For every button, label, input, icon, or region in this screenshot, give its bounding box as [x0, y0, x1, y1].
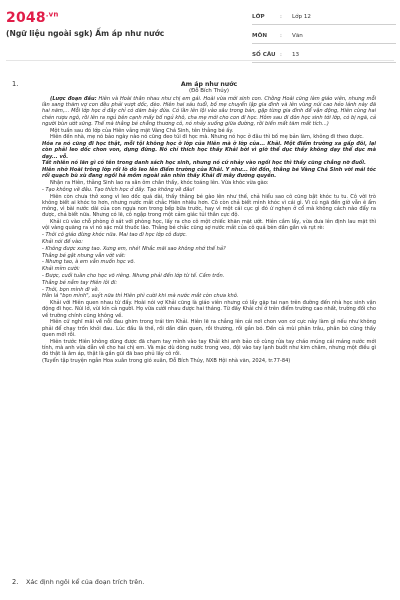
passage-paragraphs	[42, 128, 376, 358]
meta-class-value: Lớp 12	[292, 14, 311, 20]
brand-logo[interactable]	[6, 10, 59, 26]
meta-count-label: SỐ CÂU	[252, 52, 276, 58]
meta-separator: :	[280, 52, 282, 58]
meta-class-row	[252, 10, 396, 25]
document-meta	[252, 10, 396, 67]
brand-name: 2048	[6, 10, 46, 26]
meta-subject-label: MÔN	[252, 33, 268, 39]
passage-paragraph: - Thôi cô giáo đừng khóc nữa. Mai tao đi học lớp cô được.	[42, 232, 187, 239]
passage-paragraph: Hiên trước Hiên không dũng được đã chạm tay mình vào tay Khải khi anh bảo cô cùng rửa tay cháo múng cái máng nước mới tính, mà anh vừa dẫn về cho hai chị em. Và mặc dù dòng nước trong veo, đội vào tay lạnh buốt như kim châm, nhưng một điều gì đó thật là âm áp, thật là gần gũi đã bao phủ lấy cô rồi.	[42, 338, 376, 357]
meta-class-label: LỚP	[252, 14, 265, 20]
passage-paragraph: Thằng bé gật nhưng vẫn vớt vát:	[42, 252, 126, 259]
passage-paragraph: Khải cũ vào chỗ phòng ở sát với phòng học, lấy ra cho cô một chiếc khăn mặt ướt. Hiên cầm lấy, vừa đưa lên định lau mặt thì vội vàng quăng ra vì nó sặc mùi thuốc lào. Thằng bé chắc cũng sợ nước mắt của cô quá bèn dần gần và rụt rè:	[42, 219, 376, 232]
page-header	[0, 0, 400, 56]
lead-tag: (Lược đoạn đầu:	[50, 96, 97, 102]
passage-paragraph: Khải nói đế vào:	[42, 239, 83, 245]
passage-author: (Đỗ Bích Thúy)	[188, 88, 229, 94]
question-text: Xác định ngôi kể của đoạn trích trên.	[26, 578, 145, 586]
reading-passage	[42, 81, 376, 561]
passage-paragraph: - Thôi, bọn mình đi về.	[42, 286, 100, 293]
passage-paragraph: Hiên cứ nghĩ mãi về nỗi đau ghim trong trái tim Khải. Hiên lẽ ra chẳng lên cái nơi chon von cơ cực này làm gì nếu như không phải để chạy trốn khỏi đau. Lúc đầu là thế, rồi dần dần quen, rồi thương, rồi gắn bó. Đến cả mùi phân trâu, phân bò cũng thấy quen mới rồi.	[42, 319, 376, 338]
question-number: 2.	[12, 578, 19, 586]
question-number: 1.	[12, 80, 19, 88]
passage-lead	[42, 96, 376, 127]
passage-title: Ấm áp như nước	[180, 81, 238, 88]
passage-paragraph: Nhận ra Hiên, thằng Sinh lao ra sân ôm chân thầy, khóc toáng lên. Vừa khóc vừa gào:	[50, 180, 269, 187]
passage-paragraph: - Không được xưng tao. Xưng em, nhé! Nhắc mãi sao không nhớ thế hả?	[42, 245, 226, 252]
passage-source: (Tuyển tập truyện ngắn Hoa xuân trong gió xuân, Đỗ Bích Thúy, NXB Hội nhà văn, 2024, tr.77-84)	[42, 358, 291, 365]
passage-paragraph: - Tạo không về đâu. Tạo thích học ở đây. Tạo không về đâu!	[42, 187, 195, 193]
meta-subject-row	[252, 29, 396, 44]
passage-paragraph: Một tuần sau đó lớp của Hiên vắng mặt Vàng Chá Sinh, tên thằng bé ấy.	[50, 127, 234, 134]
passage-paragraph: Hiên còn chưa thở xong vì leo dốc quá dài, thấy thằng bé gào lên như thế, chả hiểu sao cô cũng bật khóc tu tu. Cô vời trò không biết ai khóc to hơn, nhưng nước mắt chắc Hiên nhiều hơn. Cô còn chả biết mình khóc vì cái gì. Vì cú ngã đến giờ vẫn ê ẩm mông, vì bài nước dài của con ngựa non trong bếp bữa trước, hay vì một cái cục gì đó ứ nghẹn ở cổ mà không cách nào đẩy ra được, chả biết nữa. Nhưng có lẽ, cô ngập trong một cảm giác tủi thân cực độ.	[42, 193, 376, 219]
passage-paragraph: Hiên đến nhà, mẹ nó bảo ngày nào nó cũng đeo túi đi học mà. Nhưng nó học ở đâu thì bố mẹ bản làm, không đi theo được.	[50, 134, 364, 141]
passage-paragraph: Thằng bé nắm tay Hiên lôi đi:	[42, 279, 118, 286]
document-title: (Ngữ liệu ngoài sgk) Ấm áp như nước	[6, 29, 165, 38]
passage-paragraph: Hiên nhờ Hoài trông lớp rồi lò dò leo lên điểm trường của Khải. Y như... lời đồn, thằng bé Vàng Chá Sinh với mái tóc rối quạch bù xù đang ngồi hả mồm ngoài sân nhìn thầy Khải đi mây đường quyền.	[42, 167, 376, 180]
passage-paragraph: - Được, cuối tuần cho học võ riêng. Nhưng phải đến lớp từ tế. Cấm trốn.	[42, 272, 225, 279]
header-divider	[6, 60, 394, 61]
passage-paragraph: Hằn lá "bọn mình", suýt nữa thì Hiên phì cười khi mà nước mắt còn chưa khô.	[42, 293, 239, 300]
meta-separator: :	[280, 14, 282, 20]
meta-subject-value: Văn	[292, 33, 303, 39]
meta-count-value: 13	[292, 52, 300, 58]
passage-paragraph: - Nhưng tao, à em vẫn muốn học võ.	[42, 259, 136, 266]
lead-text: Hiên và Hoài thân nhau như chị em gái. Hoài vừa mới sinh con. Chồng Hoài cũng làm giáo viên, nhưng mỗi lần sang thăm vợ con đều phải vượt dốc, đèo. Hiên hai sáu tuổi, bố mẹ chuyển lập gia đình và lên vùng núi cao hẻo lánh này đã hai năm,... Mỗi lớp học ở đây chỉ có dăm bảy đứa. Có lần lên lội vào sâu trong bản, gặp từng gia đình để vận động, Hiên cùng hai chén rượu ngô, rồi lên ra ngủ bên cạnh mấy bố ngủ khô, cha mẹ mới cho con đi học. Hôm sau đi đón học sinh tới lớp, có bị ngã, cả người bùn ướt sũng. Thế mà thằng bé chẳng thương cô, nó nhảy xuống giữa đường, rồi biến mất tăm mất tích...)	[42, 96, 376, 127]
passage-paragraph: Khải mỉm cười:	[42, 266, 80, 273]
passage-paragraph: Khải với Hiên quen nhau từ đấy. Hoài nói vợ Khải cũng là giáo viên nhưng có lấy gặp tai nạn trên đường đến nhà học sinh vận động đi học. Núi lở, vùi kín cả người. Họ vừa cưới nhau được hai tháng. Từ đấy Khải chỉ ở trên điểm trường cao nhất, trường đối cho về trường chính cũng không về.	[42, 300, 376, 319]
passage-paragraph: Tất nhiên nó lăn gì có tên trong danh sách học sinh, nhưng nó cứ nhảy vào ngồi học thì thầy cũng chẳng nỡ đuổi.	[42, 160, 366, 167]
brand-tld: .vn	[45, 10, 59, 19]
meta-separator: :	[280, 33, 282, 39]
passage-paragraph: Hóa ra nó cũng đi học thật, mỗi tội không học ở lớp của Hiên mà ở lớp của... Khải. Một điểm trường xa gấp đôi, lại còn phải leo dốc chon von, dựng đứng. Nó chỉ thích học thầy Khải bởi vì giờ thể dục thầy không dạy thể dục mà dạy... vỗ.	[42, 141, 376, 160]
